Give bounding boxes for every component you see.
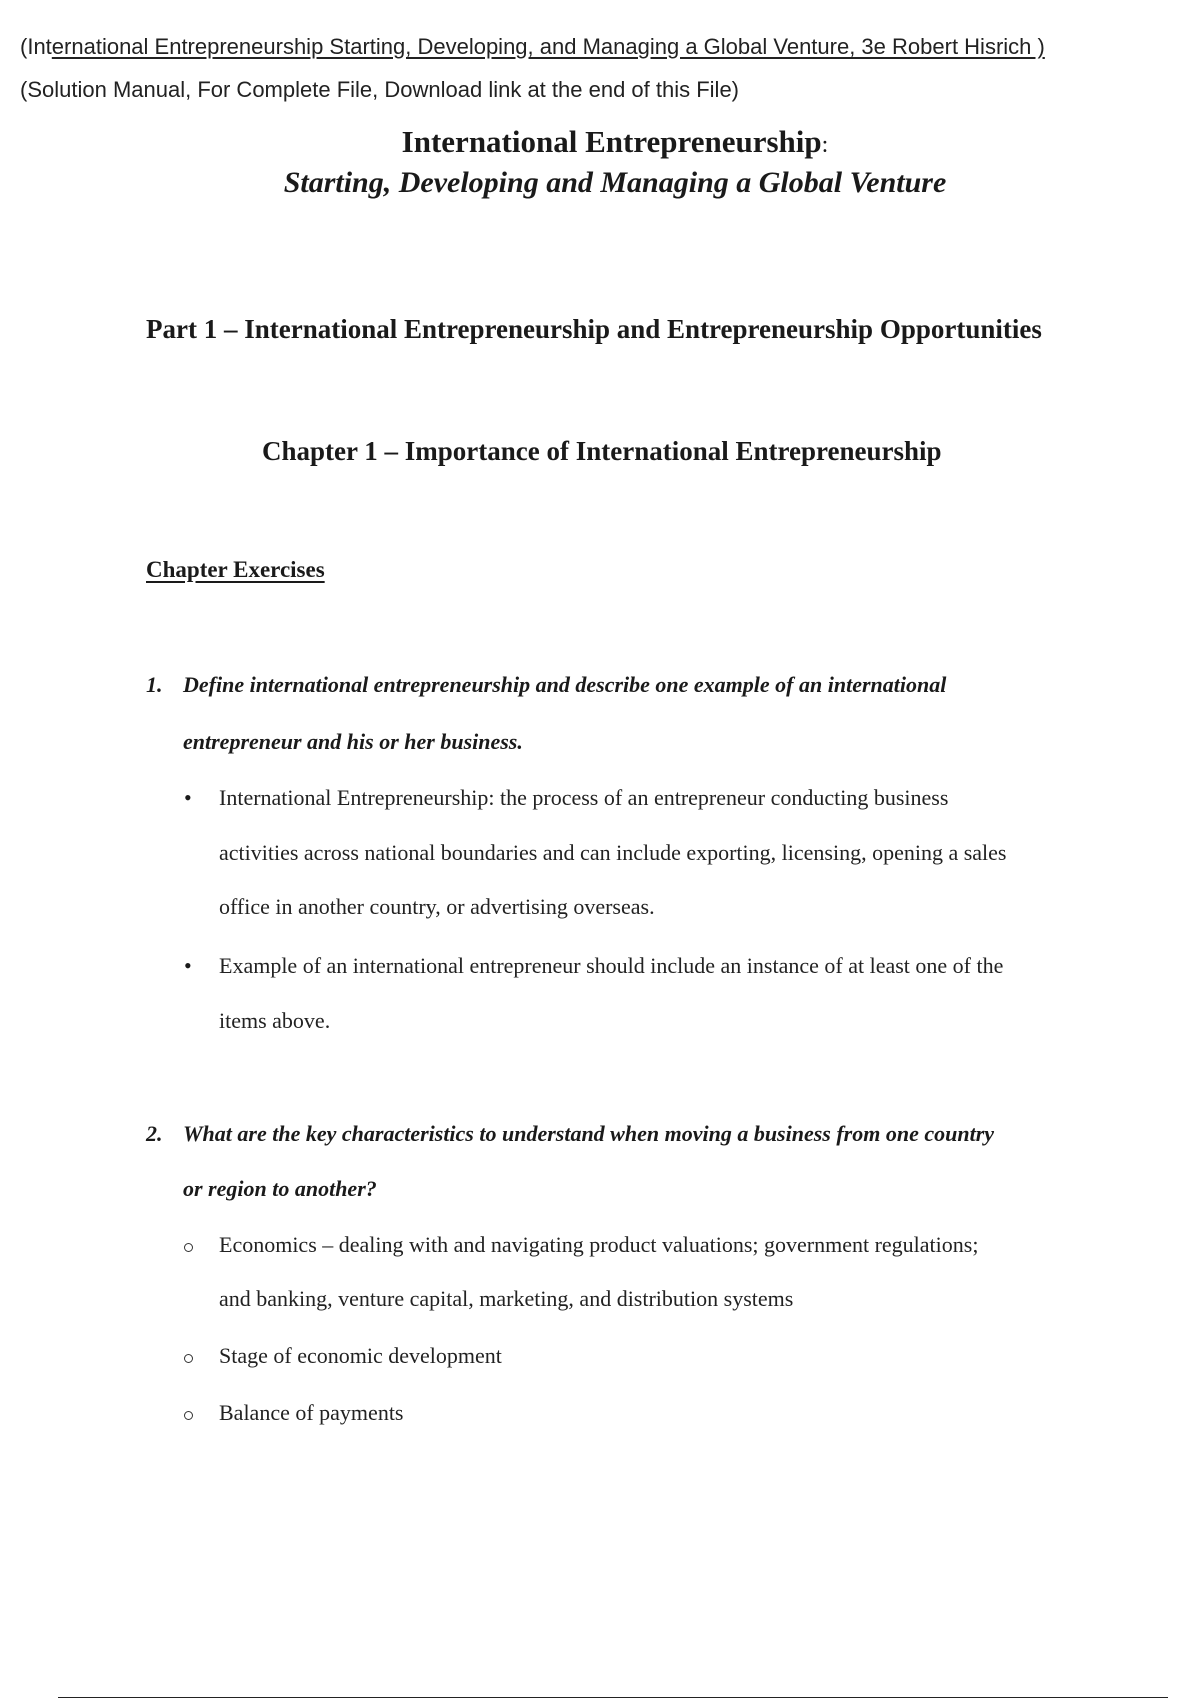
document-title-text: International Entrepreneurship (401, 124, 822, 159)
part-heading: Part 1 – International Entrepreneurship and Entrepreneurship Opportunities (146, 314, 1042, 344)
chapter-heading: Chapter 1 – Importance of International Entrepreneurship (262, 436, 942, 466)
page-footer-rule (58, 1697, 1168, 1698)
answer-line: International Entrepreneurship: the process of an entrepreneur conducting business (219, 785, 949, 810)
question-number: 2. (146, 1121, 163, 1146)
document-title (0, 124, 1200, 160)
answer-line: Stage of economic development (219, 1343, 502, 1368)
header-underlined-title: ernational Entrepreneurship Starting, Developing, and Managing a Global Venture, 3e Robert Hisrich ) (51, 34, 1045, 59)
document-subtitle: Starting, Developing and Managing a Global Venture (283, 166, 947, 199)
hollow-bullet-icon (184, 1411, 193, 1420)
question-number: 1. (146, 672, 163, 697)
question-line: or region to another? (183, 1176, 377, 1201)
question-line: Define international entrepreneurship and describe one example of an international (183, 672, 947, 697)
hollow-bullet-icon (184, 1354, 193, 1363)
header-prefix: (Int (20, 34, 52, 59)
question-line: entrepreneur and his or her business. (183, 729, 523, 754)
answer-line: items above. (219, 1008, 331, 1033)
bullet-icon: • (184, 785, 192, 810)
header-title-line (20, 34, 1045, 60)
answer-line: Balance of payments (219, 1400, 404, 1425)
bullet-icon: • (184, 953, 192, 978)
answer-line: activities across national boundaries and can include exporting, licensing, opening a sales (219, 840, 1007, 865)
answer-line: Economics – dealing with and navigating product valuations; government regulations; (219, 1232, 979, 1257)
answer-line: and banking, venture capital, marketing, and distribution systems (219, 1286, 794, 1311)
document-title-colon: : (821, 132, 829, 158)
answer-line: office in another country, or advertising overseas. (219, 894, 655, 919)
answer-line: Example of an international entrepreneur should include an instance of at least one of the (219, 953, 1004, 978)
section-heading: Chapter Exercises (146, 557, 325, 582)
question-line: What are the key characteristics to understand when moving a business from one country (183, 1121, 995, 1146)
header-note-line: (Solution Manual, For Complete File, Download link at the end of this File) (20, 77, 740, 102)
hollow-bullet-icon (184, 1243, 193, 1252)
